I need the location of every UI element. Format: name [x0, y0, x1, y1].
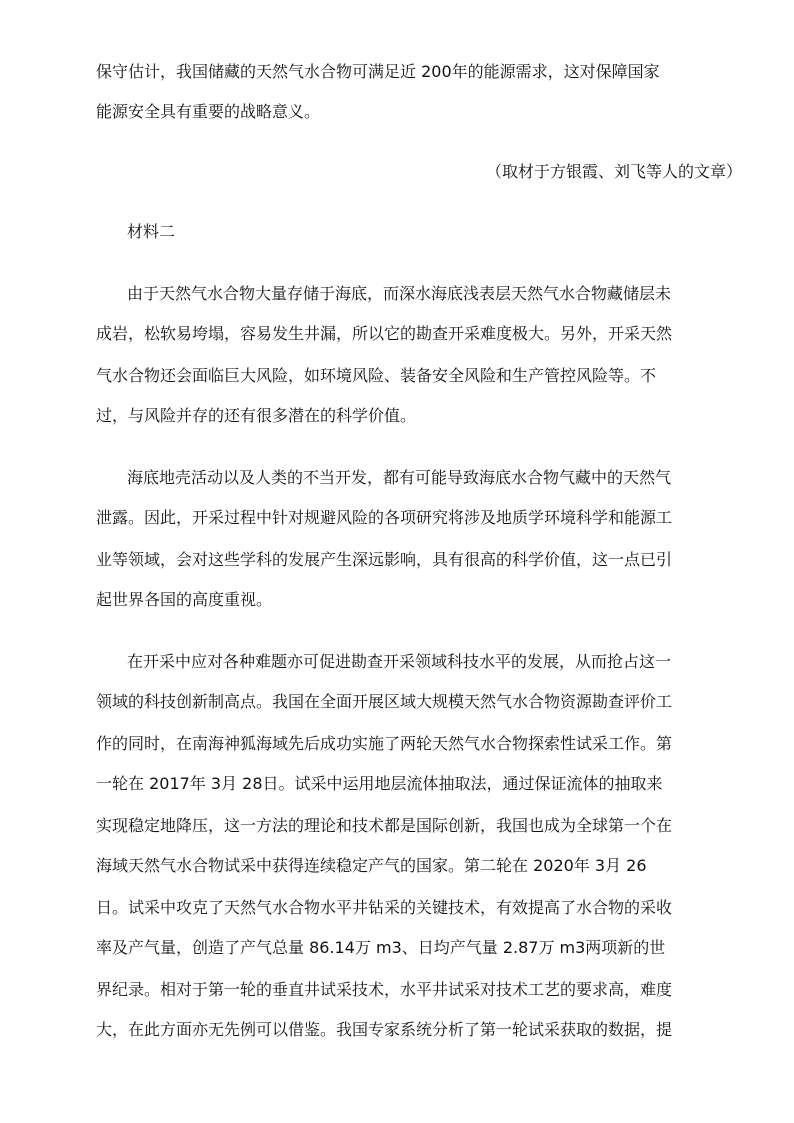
- text-line: 日。试采中攻克了天然气水合物水平井钻采的关键技术，有效提高了水合物的采收: [96, 898, 673, 917]
- text-line: 海域天然气水合物试采中获得连续稳定产气的国家。第二轮在 2020年 3月 26: [96, 856, 647, 875]
- text-line: 海底地壳活动以及人类的不当开发，都有可能导致海底水合物气藏中的天然气: [127, 468, 672, 487]
- text-line: 过，与风险并存的还有很多潜在的科学价值。: [96, 406, 417, 425]
- text-line: 率及产气量，创造了产气总量 86.14万 m3、日均产气量 2.87万 m3两项新的世: [96, 938, 666, 957]
- text-line: 泄露。因此，开采过程中针对规避风险的各项研究将涉及地质学环境科学和能源工: [96, 508, 673, 527]
- text-line: 一轮在 2017年 3月 28日。试采中运用地层流体抽取法，通过保证流体的抽取来: [96, 774, 663, 793]
- section-heading: 材料二: [127, 222, 176, 241]
- text-line: 气水合物还会面临巨大风险，如环境风险、装备安全风险和生产管控风险等。不: [96, 366, 657, 385]
- text-line: 能源安全具有重要的战略意义。: [96, 102, 321, 121]
- text-line: 实现稳定地降压，这一方法的理论和技术都是国际创新，我国也成为全球第一个在: [96, 816, 673, 835]
- text-line: 作的同时，在南海神狐海域先后成功实施了两轮天然气水合物探索性试采工作。第: [96, 734, 673, 753]
- text-line: 大，在此方面亦无先例可以借鉴。我国专家系统分析了第一轮试采获取的数据，提: [96, 1020, 673, 1039]
- text-line: 成岩，松软易垮塌，容易发生井漏，所以它的勘查开采难度极大。另外，开采天然: [96, 324, 673, 343]
- text-line: 领域的科技创新制高点。我国在全面开展区域大规模天然气水合物资源勘查评价工: [96, 692, 673, 711]
- text-line: 业等领域，会对这些学科的发展产生深远影响，具有很高的科学价值，这一点已引: [96, 550, 673, 569]
- text-line: 保守估计，我国储藏的天然气水合物可满足近 200年的能源需求，这对保障国家: [96, 62, 660, 81]
- text-line: 界纪录。相对于第一轮的垂直井试采技术，水平井试采对技术工艺的要求高，难度: [96, 980, 673, 999]
- text-line: 由于天然气水合物大量存储于海底，而深水海底浅表层天然气水合物藏储层未: [127, 284, 672, 303]
- text-line: 起世界各国的高度重视。: [96, 590, 273, 609]
- source-citation: （取材于方银霞、刘飞等人的文章）: [485, 162, 742, 181]
- text-line: 在开采中应对各种难题亦可促进勘查开采领域科技水平的发展，从而抢占这一: [127, 652, 672, 671]
